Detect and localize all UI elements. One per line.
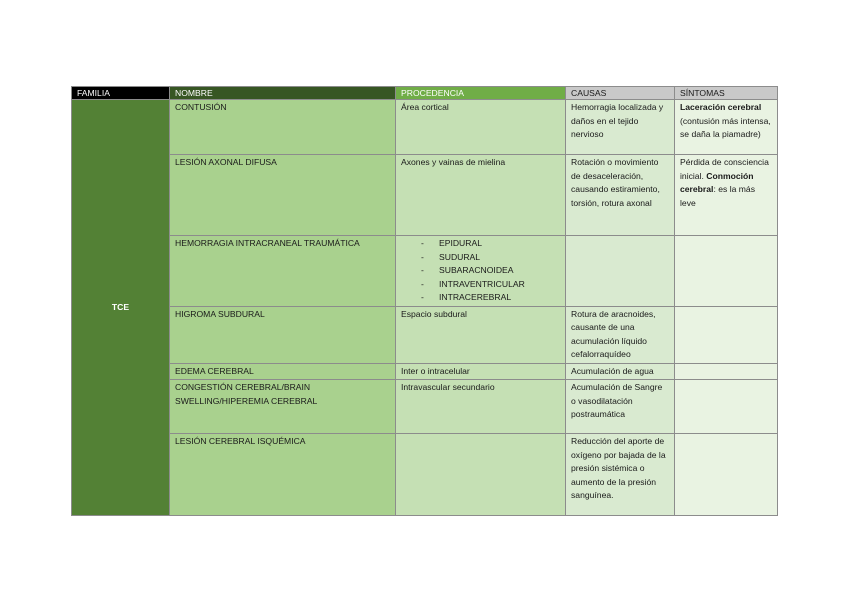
sintomas-cell <box>675 363 778 380</box>
table-row <box>72 363 778 380</box>
header-procedencia: PROCEDENCIA <box>396 87 566 100</box>
procedencia-cell: Área cortical <box>396 100 566 155</box>
header-sintomas: SÍNTOMAS <box>675 87 778 100</box>
tce-classification-table <box>71 86 778 516</box>
header-familia: FAMILIA <box>72 87 170 100</box>
header-row <box>72 87 778 100</box>
header-causas: CAUSAS <box>566 87 675 100</box>
sintomas-cell <box>675 155 778 236</box>
sintomas-cell <box>675 236 778 307</box>
sintomas-cell <box>675 306 778 363</box>
table-row <box>72 306 778 363</box>
list-item: - INTRACEREBRAL <box>421 291 560 305</box>
nombre-cell: CONTUSIÓN <box>170 100 396 155</box>
table-row <box>72 434 778 516</box>
sintomas-text: : es la más leve <box>680 184 756 208</box>
table-row <box>72 236 778 307</box>
table-row <box>72 155 778 236</box>
nombre-cell: LESIÓN AXONAL DIFUSA <box>170 155 396 236</box>
sintomas-bold: Conmoción cerebral <box>680 170 754 194</box>
procedencia-cell: Intravascular secundario <box>396 380 566 434</box>
list-item: - SUBARACNOIDEA <box>421 264 560 278</box>
sintomas-text: Pérdida de consciencia inicial. <box>680 157 769 181</box>
hemorragia-type-list <box>401 237 560 305</box>
list-item: - SUDURAL <box>421 251 560 265</box>
sintomas-cell <box>675 380 778 434</box>
nombre-cell: CONGESTIÓN CEREBRAL/BRAIN SWELLING/HIPEREMIA CEREBRAL <box>170 380 396 434</box>
sintomas-cell <box>675 434 778 516</box>
table-row <box>72 380 778 434</box>
list-item: - EPIDURAL <box>421 237 560 251</box>
causas-cell: Reducción del aporte de oxígeno por bajada de la presión sistémica o aumento de la presión sanguínea. <box>566 434 675 516</box>
sintomas-cell <box>675 100 778 155</box>
procedencia-cell: Inter o intracelular <box>396 363 566 380</box>
causas-cell <box>566 236 675 307</box>
procedencia-cell <box>396 434 566 516</box>
causas-cell: Acumulación de agua <box>566 363 675 380</box>
causas-cell: Rotura de aracnoides, causante de una acumulación líquido cefalorraquídeo <box>566 306 675 363</box>
nombre-cell: EDEMA CEREBRAL <box>170 363 396 380</box>
causas-cell: Rotación o movimiento de desaceleración, causando estiramiento, torsión, rotura axonal <box>566 155 675 236</box>
nombre-cell: LESIÓN CEREBRAL ISQUÉMICA <box>170 434 396 516</box>
familia-cell: TCE <box>72 100 170 516</box>
procedencia-cell <box>396 236 566 307</box>
causas-cell: Acumulación de Sangre o vasodilatación postraumática <box>566 380 675 434</box>
header-nombre: NOMBRE <box>170 87 396 100</box>
nombre-cell: HIGROMA SUBDURAL <box>170 306 396 363</box>
list-item: - INTRAVENTRICULAR <box>421 278 560 292</box>
sintomas-bold: Laceración cerebral <box>680 102 762 112</box>
procedencia-cell: Espacio subdural <box>396 306 566 363</box>
procedencia-cell: Axones y vainas de mielina <box>396 155 566 236</box>
sintomas-text: (contusión más intensa, se daña la piamadre) <box>680 115 771 139</box>
table-row <box>72 100 778 155</box>
nombre-cell: HEMORRAGIA INTRACRANEAL TRAUMÁTICA <box>170 236 396 307</box>
causas-cell: Hemorragia localizada y daños en el tejido nervioso <box>566 100 675 155</box>
